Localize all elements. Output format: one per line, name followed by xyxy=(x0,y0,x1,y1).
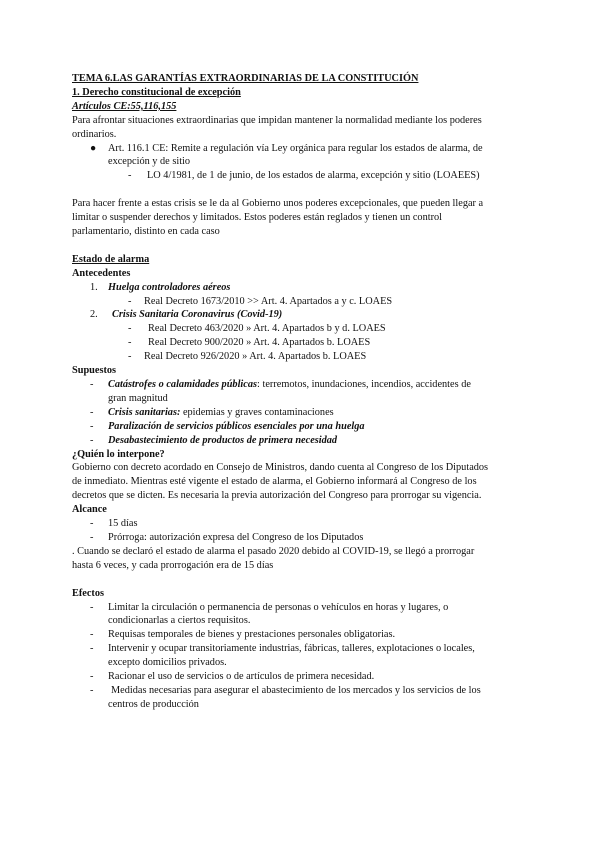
heading-antecedentes: Antecedentes xyxy=(72,267,131,279)
efecto-text: excepto domicilios privados. xyxy=(108,657,227,669)
heading-efectos: Efectos xyxy=(72,587,105,599)
alcance-note-line-2: hasta 6 veces, y cada prorrogación era de 15 días xyxy=(72,559,274,571)
antecedente-2-sub-1 xyxy=(72,322,532,336)
dash-marker: - xyxy=(90,643,94,655)
list-number: 1. xyxy=(90,281,98,293)
efecto-3 xyxy=(72,642,532,670)
dash-marker: - xyxy=(90,434,94,446)
supuesto-bold: Desabastecimiento de productos de primera necesidad xyxy=(108,434,338,446)
articles-heading: Artículos CE:55,116,155 xyxy=(72,100,177,112)
subbullet-text: LO 4/1981, de 1 de junio, de los estados de alarma, excepción y sitio (LOAEES) xyxy=(147,170,480,182)
alcance-text: Prórroga: autorización expresa del Congreso de los Diputados xyxy=(108,531,364,543)
heading-supuestos: Supuestos xyxy=(72,365,117,377)
efecto-1 xyxy=(72,601,532,629)
quien-line-1: Gobierno con decreto acordado en Consejo de Ministros, dando cuenta al Congreso de los Diputados xyxy=(72,462,489,474)
heading-estado-alarma: Estado de alarma xyxy=(72,253,150,265)
document-page xyxy=(72,72,532,712)
dash-marker: - xyxy=(90,629,94,641)
antecedente-1 xyxy=(72,281,532,295)
supuesto-rest: : terremotos, inundaciones, incendios, accidentes de xyxy=(257,379,471,391)
supuesto-rest: epidemias y graves contaminaciones xyxy=(180,406,334,418)
efecto-4 xyxy=(72,670,532,684)
efecto-text: Limitar la circulación o permanencia de personas o vehículos en horas y lugares, o xyxy=(108,601,449,613)
alcance-text: 15 días xyxy=(108,518,138,530)
supuesto-3 xyxy=(72,420,532,434)
efecto-text: centros de producción xyxy=(108,698,199,710)
dash-marker: - xyxy=(90,518,94,530)
dash-marker: - xyxy=(128,323,132,335)
dash-marker: - xyxy=(90,671,94,683)
para-line-3: parlamentario, distinto en cada caso xyxy=(72,225,220,237)
para-line-2: limitar o suspender derechos y limitados. Estos poderes están reglados y tienen un control xyxy=(72,212,443,224)
section-heading-derecho: 1. Derecho constitucional de excepción xyxy=(72,86,241,98)
antecedente-label: Huelga controladores aéreos xyxy=(108,281,231,293)
dash-marker: - xyxy=(90,531,94,543)
supuesto-bold: Catástrofes o calamidades públicas xyxy=(108,379,258,391)
dash-marker: - xyxy=(90,420,94,432)
efecto-5 xyxy=(72,684,532,712)
antecedente-sub-text: Real Decreto 900/2020 » Art. 4. Apartados b. LOAES xyxy=(148,337,371,349)
bullet-line-2: excepción y de sitio xyxy=(108,156,191,168)
quien-line-3: decretos que se dicten. Es necesaria la previa autorización del Congreso para prorrogar su vigencia. xyxy=(72,490,482,502)
dash-marker: - xyxy=(90,406,94,418)
dash-marker: - xyxy=(128,337,132,349)
supuesto-bold: Paralización de servicios públicos esenciales por una huelga xyxy=(108,420,365,432)
efecto-2 xyxy=(72,628,532,642)
efecto-text: Intervenir y ocupar transitoriamente industrias, fábricas, talleres, explotaciones o locales, xyxy=(108,643,475,655)
antecedente-1-sub xyxy=(72,295,532,309)
bullet-line-1: Art. 116.1 CE: Remite a regulación vía Ley orgánica para regular los estados de alarma, de xyxy=(108,142,483,154)
dash-marker: - xyxy=(90,379,94,391)
antecedente-label: Crisis Sanitaria Coronavirus (Covid-19) xyxy=(112,309,283,321)
antecedente-sub-text: Real Decreto 1673/2010 >> Art. 4. Apartados a y c. LOAES xyxy=(144,295,393,307)
antecedente-2 xyxy=(72,308,532,322)
antecedente-2-sub-3 xyxy=(72,350,532,364)
supuesto-cont: gran magnitud xyxy=(108,392,168,404)
dash-marker: - xyxy=(128,295,132,307)
heading-quien: ¿Quién lo interpone? xyxy=(72,448,165,460)
bullet-icon: ● xyxy=(90,142,97,154)
bullet-art-116 xyxy=(72,142,532,170)
alcance-1 xyxy=(72,517,532,531)
alcance-2 xyxy=(72,531,532,545)
alcance-note-line-1: . Cuando se declaró el estado de alarma el pasado 2020 debido al COVID-19, se llegó a prorrogar xyxy=(72,545,475,557)
dash-marker: - xyxy=(90,601,94,613)
para-line-1: Para hacer frente a estas crisis se le da al Gobierno unos poderes excepcionales, que pueden llegar a xyxy=(72,198,484,210)
list-number: 2. xyxy=(90,309,98,321)
dash-marker: - xyxy=(90,684,94,696)
quien-line-2: de inmediato. Mientras esté vigente el estado de alarma, el Gobierno informará al Congreso de los xyxy=(72,476,477,488)
antecedente-2-sub-2 xyxy=(72,336,532,350)
subbullet-lo-4-1981 xyxy=(72,169,532,183)
heading-alcance: Alcance xyxy=(72,504,107,516)
document-title: TEMA 6.LAS GARANTÍAS EXTRAORDINARIAS DE LA CONSTITUCIÓN xyxy=(72,73,419,84)
supuesto-bold: Crisis sanitarias: xyxy=(108,406,181,418)
antecedente-sub-text: Real Decreto 926/2020 » Art. 4. Apartados b. LOAES xyxy=(144,351,367,363)
efecto-text: condicionarlas a ciertos requisitos. xyxy=(108,615,251,627)
intro-line-1: Para afrontar situaciones extraordinarias que impidan mantener la normalidad mediante los poderes xyxy=(72,114,482,126)
dash-marker: - xyxy=(128,351,132,363)
supuesto-1 xyxy=(72,378,532,406)
supuesto-2 xyxy=(72,406,532,420)
efecto-text: Requisas temporales de bienes y prestaciones personales obligatorias. xyxy=(108,629,396,641)
efecto-text: Medidas necesarias para asegurar el abastecimiento de los mercados y los servicios de los xyxy=(111,684,481,696)
antecedente-sub-text: Real Decreto 463/2020 » Art. 4. Apartados b y d. LOAES xyxy=(148,323,386,335)
dash-marker: - xyxy=(128,170,132,182)
efecto-text: Racionar el uso de servicios o de artículos de primera necesidad. xyxy=(108,671,375,683)
intro-line-2: ordinarios. xyxy=(72,128,117,140)
supuesto-4 xyxy=(72,434,532,448)
